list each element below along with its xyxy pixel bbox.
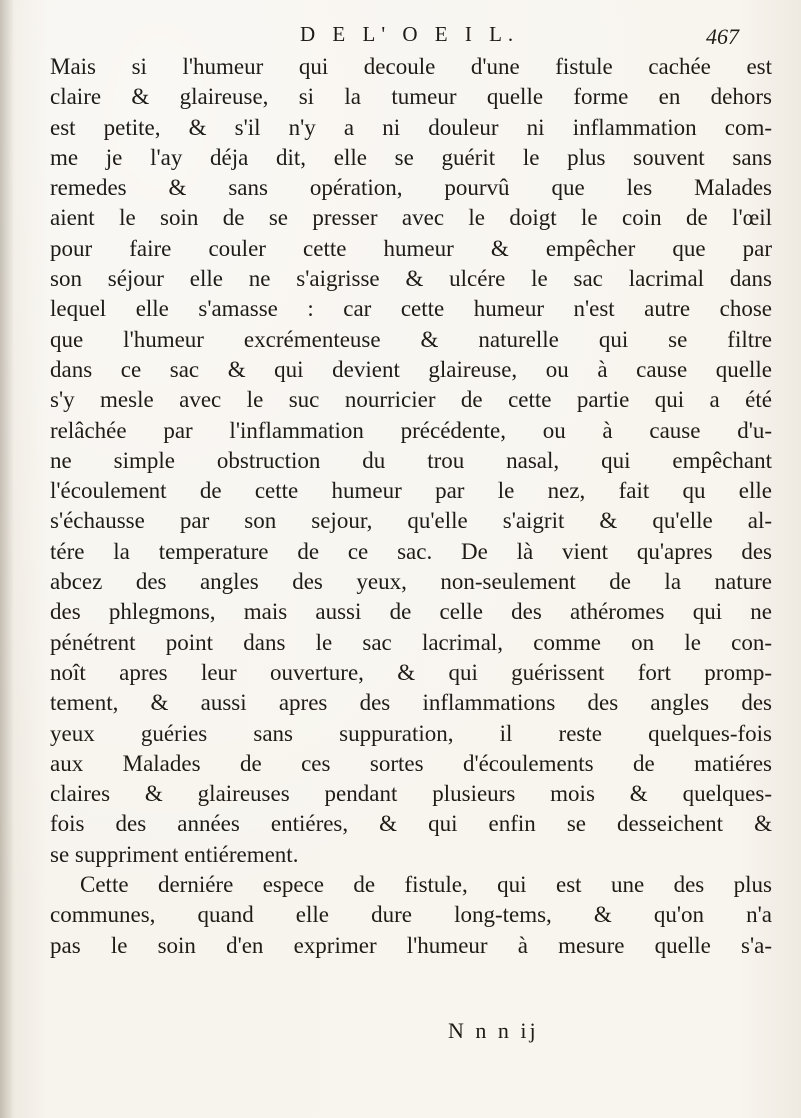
text-line: tére la temperature de ce sac. De là vient qu'apres des (50, 538, 772, 564)
running-title: D E L' O E I L. (300, 22, 520, 46)
text-line: des phlegmons, mais aussi de celle des athéromes qui ne (50, 599, 772, 625)
text-line: Mais si l'humeur qui decoule d'une fistule cachée est (50, 54, 772, 79)
text-line: s'échausse par son sejour, qu'elle s'aigrit & qu'elle al- (50, 508, 772, 534)
text-line: tement, & aussi apres des inflammations des angles des (50, 690, 772, 716)
paragraph-end-line: se suppriment entiérement. (50, 841, 299, 867)
page-number: 467 (706, 24, 739, 49)
text-line: son séjour elle ne s'aigrisse & ulcére le sac lacrimal dans (50, 266, 772, 292)
text-line: relâchée par l'inflammation précédente, ou à cause d'u- (50, 417, 772, 443)
text-line: remedes & sans opération, pourvû que les Malades (50, 175, 772, 201)
text-line: yeux guéries sans suppuration, il reste quelques-fois (50, 720, 772, 746)
text-line: pas le soin d'en exprimer l'humeur à mesure quelle s'a- (50, 932, 772, 958)
text-line: claire & glaireuse, si la tumeur quelle forme en dehors (50, 84, 772, 110)
paragraph-start-line: Cette derniére espece de fistule, qui est une des plus (80, 872, 772, 898)
text-line: s'y mesle avec le suc nourricier de cette partie qui a été (50, 387, 772, 413)
text-line: noît apres leur ouverture, & qui guérissent fort promp- (50, 659, 772, 685)
text-line: pour faire couler cette humeur & empêcher que par (50, 235, 772, 261)
text-line: l'écoulement de cette humeur par le nez, fait qu elle (50, 478, 772, 504)
running-head (0, 22, 801, 52)
text-line: lequel elle s'amasse : car cette humeur n'est autre chose (50, 296, 772, 322)
signature-mark: N n n ij (448, 1018, 539, 1043)
text-line: dans ce sac & qui devient glaireuse, ou à cause quelle (50, 356, 772, 382)
text-line: claires & glaireuses pendant plusieurs mois & quelques- (50, 781, 772, 807)
text-line: fois des années entiéres, & qui enfin se desseichent & (50, 811, 772, 837)
text-line: ne simple obstruction du trou nasal, qui empêchant (50, 447, 772, 473)
text-line: aux Malades de ces sortes d'écoulements de matiéres (50, 750, 772, 776)
text-line: abcez des angles des yeux, non-seulement de la nature (50, 569, 772, 595)
text-line: est petite, & s'il n'y a ni douleur ni inflammation com- (50, 114, 772, 140)
binding-gutter (0, 0, 14, 1118)
text-line: pénétrent point dans le sac lacrimal, comme on le con- (50, 629, 772, 655)
text-line: que l'humeur excrémenteuse & naturelle qui se filtre (50, 326, 772, 352)
body-text (50, 52, 772, 961)
text-line: communes, quand elle dure long-tems, & qu'on n'a (50, 902, 772, 928)
text-line: me je l'ay déja dit, elle se guérit le plus souvent sans (50, 144, 772, 170)
text-line: aient le soin de se presser avec le doigt le coin de l'œil (50, 205, 772, 231)
